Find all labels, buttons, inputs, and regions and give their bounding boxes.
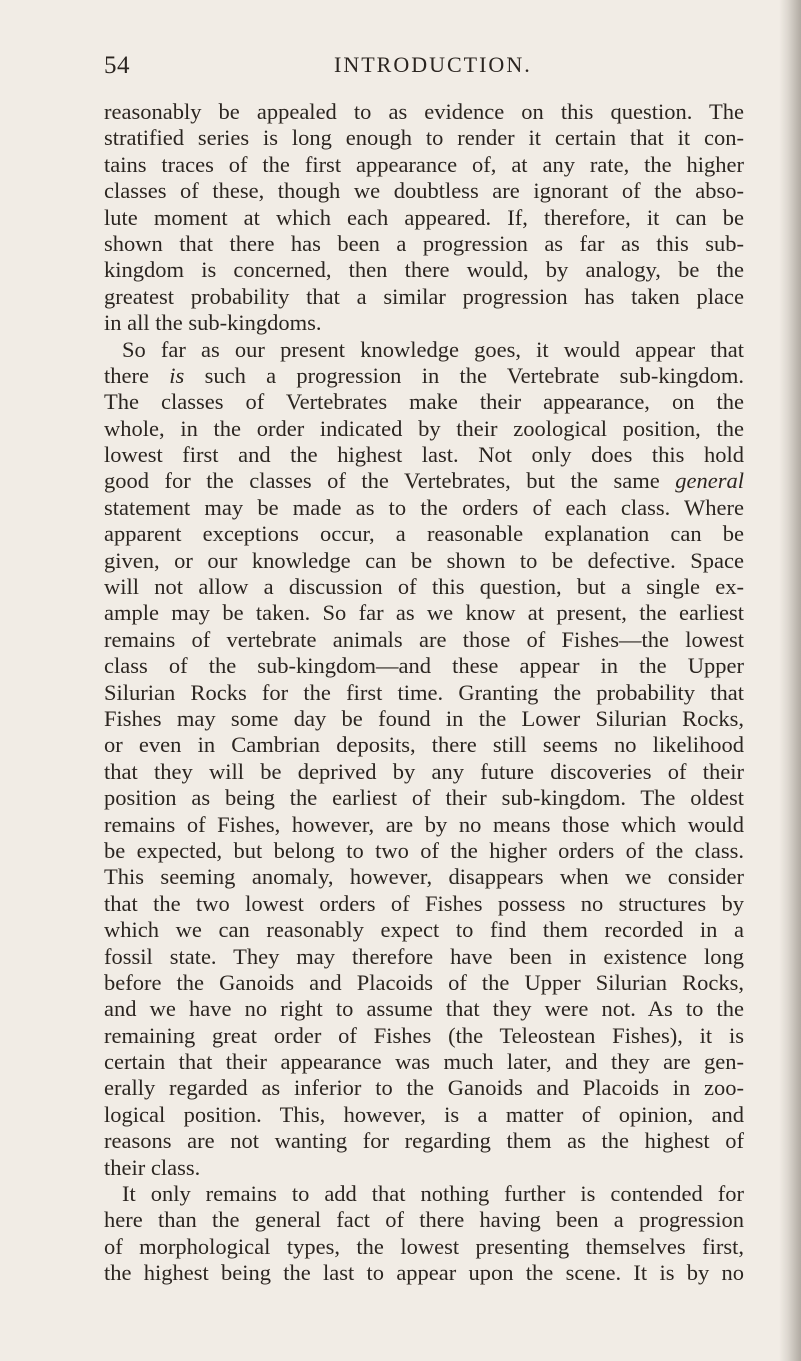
- text-line: ample may be taken. So far as we know at present, the earliest: [104, 600, 744, 626]
- text-line: or even in Cambrian deposits, there still seems no likelihood: [104, 732, 744, 758]
- text-line: that the two lowest orders of Fishes possess no structures by: [104, 890, 744, 916]
- text-line: shown that there has been a progression as far as this sub-: [104, 230, 744, 256]
- text-line: apparent exceptions occur, a reasonable explanation can be: [104, 521, 744, 547]
- text-line: that they will be deprived by any future discoveries of their: [104, 758, 744, 784]
- text-line: greatest probability that a similar progression has taken place: [104, 283, 744, 309]
- text-line: of morphological types, the lowest presenting themselves first,: [104, 1233, 744, 1259]
- text-line: position as being the earliest of their sub-kingdom. The oldest: [104, 785, 744, 811]
- running-title: INTRODUCTION.: [334, 52, 532, 77]
- text-line: before the Ganoids and Placoids of the Upper Silurian Rocks,: [104, 969, 744, 995]
- text-line: reasons are not wanting for regarding them as the highest of: [104, 1128, 744, 1154]
- text-line: tains traces of the first appearance of, at any rate, the higher: [104, 151, 744, 177]
- text-line: be expected, but belong to two of the higher orders of the class.: [104, 837, 744, 863]
- text-line: remains of Fishes, however, are by no means those which would: [104, 811, 744, 837]
- text-line: will not allow a discussion of this question, but a single ex-: [104, 574, 744, 600]
- text-line: whole, in the order indicated by their zoological position, the: [104, 415, 744, 441]
- text-line: there is such a progression in the Vertebrate sub-kingdom.: [104, 362, 745, 388]
- text-line: certain that their appearance was much later, and they are gen-: [104, 1049, 744, 1075]
- text-line: good for the classes of the Vertebrates, but the same general: [104, 468, 744, 494]
- text-line: their class.: [104, 1154, 201, 1180]
- text-line: This seeming anomaly, however, disappears when we consider: [104, 864, 744, 890]
- text-line: So far as our present knowledge goes, it would appear that: [122, 336, 744, 362]
- text-line: given, or our knowledge can be shown to be defective. Space: [104, 547, 744, 573]
- text-line: The classes of Vertebrates make their appearance, on the: [104, 389, 744, 415]
- text-line: the highest being the last to appear upon the scene. It is by no: [104, 1260, 744, 1286]
- text-line: It only remains to add that nothing further is contended for: [122, 1181, 744, 1207]
- text-line: remaining great order of Fishes (the Teleostean Fishes), it is: [104, 1022, 744, 1048]
- text-line: reasonably be appealed to as evidence on this question. The: [104, 99, 744, 124]
- text-line: logical position. This, however, is a matter of opinion, and: [104, 1101, 744, 1127]
- text-line: here than the general fact of there having been a progression: [104, 1207, 744, 1233]
- text-line: in all the sub-kingdoms.: [104, 310, 322, 336]
- text-line: class of the sub-kingdom—and these appear in the Upper: [104, 653, 744, 679]
- text-line: fossil state. They may therefore have been in existence long: [104, 943, 744, 969]
- text-line: kingdom is concerned, then there would, by analogy, be the: [104, 257, 744, 283]
- text-line: lowest first and the highest last. Not only does this hold: [104, 442, 744, 468]
- text-line: which we can reasonably expect to find them recorded in a: [104, 917, 744, 943]
- text-line: Fishes may some day be found in the Lower Silurian Rocks,: [104, 705, 744, 731]
- page-number: 54: [104, 52, 130, 79]
- text-line: stratified series is long enough to render it certain that it con-: [104, 125, 744, 151]
- text-line: lute moment at which each appeared. If, therefore, it can be: [104, 204, 744, 230]
- page-edge-shadow: [779, 0, 801, 1361]
- text-line: Silurian Rocks for the first time. Granting the probability that: [104, 679, 744, 705]
- body-text: [104, 99, 744, 1287]
- page-header: [104, 52, 724, 82]
- text-line: erally regarded as inferior to the Ganoids and Placoids in zoo-: [104, 1075, 744, 1101]
- text-line: statement may be made as to the orders of each class. Where: [104, 494, 744, 520]
- text-line: and we have no right to assume that they were not. As to the: [104, 996, 744, 1022]
- text-line: classes of these, though we doubtless are ignorant of the abso-: [104, 178, 744, 204]
- text-line: remains of vertebrate animals are those of Fishes—the lowest: [104, 626, 744, 652]
